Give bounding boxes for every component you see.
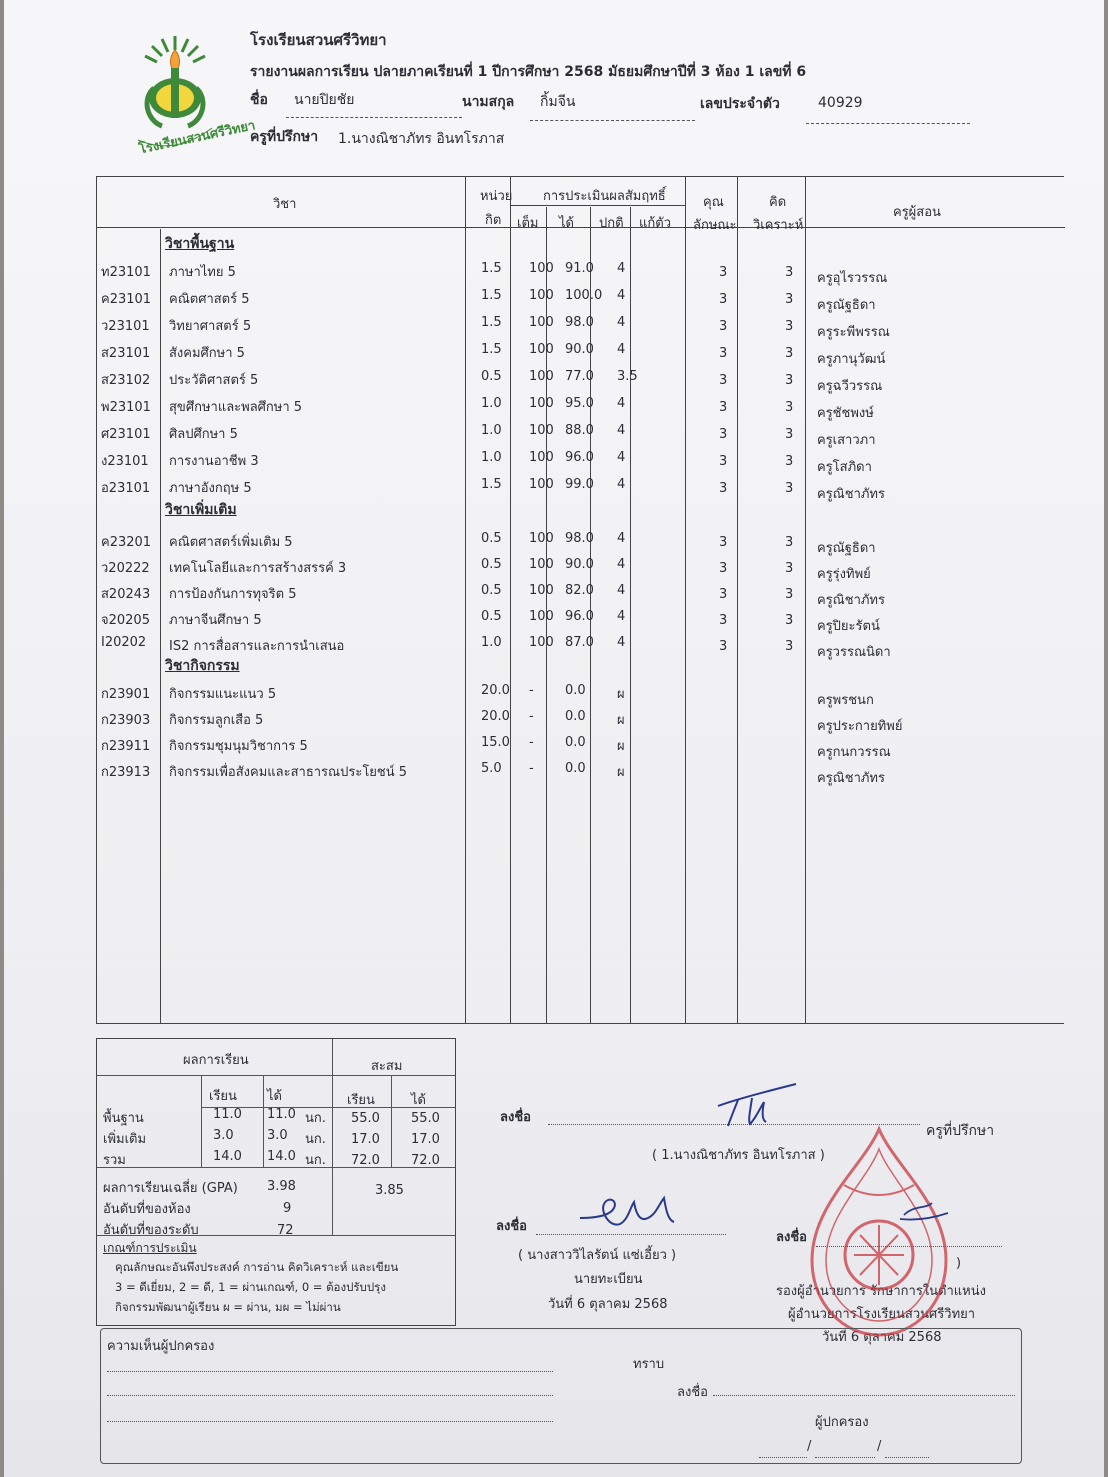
grade-normal: 4: [617, 288, 626, 303]
summary-study: 3.0: [213, 1128, 234, 1143]
criteria-line-1: คุณลักษณะอันพึงประสงค์ การอ่าน คิดวิเคราะห์ และเขียน: [115, 1260, 399, 1274]
subject-credit: 20.0: [481, 683, 510, 698]
registrar-sign-name: ( นางสาววิไลรัตน์ แซ่เอี้ยว ): [518, 1248, 677, 1263]
subject-name: คณิตศาสตร์เพิ่มเติม 5: [169, 535, 293, 550]
subject-credit: 1.0: [481, 635, 502, 650]
deputy-sign-label: ลงชื่อ: [776, 1230, 807, 1245]
header-credit: หน่วย: [480, 189, 513, 204]
subject-teacher: ครูวรรณนิดา: [817, 645, 891, 660]
deputy-date: วันที่ 6 ตุลาคม 2568: [822, 1330, 942, 1345]
score-got: 77.0: [565, 369, 594, 384]
svg-text:โรงเรียนสวนศรีวิทยา: โรงเรียนสวนศรีวิทยา: [137, 118, 257, 158]
header-retake: แก้ตัว: [639, 216, 671, 231]
grade-normal: 4: [617, 423, 626, 438]
grade-normal: ผ: [617, 713, 625, 728]
school-logo: [132, 28, 257, 158]
summary-study: 11.0: [213, 1107, 242, 1122]
thinking-score: 3: [785, 535, 794, 550]
summary-got: 14.0: [267, 1149, 296, 1164]
subject-name: เทคโนโลยีและการสร้างสรรค์ 3: [169, 561, 347, 576]
table-row: [97, 553, 1065, 582]
summary-accum-study: 55.0: [351, 1111, 380, 1126]
score-full: 100: [529, 635, 554, 650]
score-got: 0.0: [565, 735, 586, 750]
table-row: [97, 284, 1065, 311]
table-row: [97, 473, 1065, 500]
score-got: 0.0: [565, 709, 586, 724]
table-row: [97, 338, 1065, 365]
subject-code: ค23201: [101, 535, 152, 550]
thinking-score: 3: [785, 427, 794, 442]
registrar-sign-label: ลงชื่อ: [496, 1219, 527, 1234]
header-thinking-2: วิเคราะห์: [753, 218, 804, 233]
criteria-line-2: 3 = ดีเยี่ยม, 2 = ดี, 1 = ผ่านเกณฑ์, 0 = ต้องปรับปรุง: [115, 1280, 386, 1294]
thinking-score: 3: [785, 292, 794, 307]
advisor-sign-label: ลงชื่อ: [500, 1110, 531, 1125]
score-full: 100: [529, 288, 554, 303]
deputy-role-2: ผู้อำนวยการโรงเรียนสวนศรีวิทยา: [788, 1307, 976, 1322]
header-full: เต็ม: [517, 216, 539, 231]
subject-teacher: ครูอุไรวรรณ: [817, 271, 888, 286]
header-character: คุณ: [703, 195, 724, 210]
subject-code: อ23101: [101, 481, 151, 496]
summary-unit: นก.: [305, 1111, 326, 1126]
score-got: 88.0: [565, 423, 594, 438]
thinking-score: 3: [785, 454, 794, 469]
subject-credit: 1.5: [481, 261, 502, 276]
character-score: 3: [719, 587, 728, 602]
subject-code: ก23903: [101, 713, 151, 728]
subject-teacher: ครูรุ่งทิพย์: [817, 567, 871, 582]
score-got: 90.0: [565, 557, 594, 572]
summary-unit: นก.: [305, 1153, 326, 1168]
character-score: 3: [719, 292, 728, 307]
header-normal: ปกติ: [599, 216, 624, 231]
grade-normal: 3.5: [617, 369, 638, 384]
score-got: 82.0: [565, 583, 594, 598]
score-got: 91.0: [565, 261, 594, 276]
report-card-page: [4, 0, 1104, 1477]
thinking-score: 3: [785, 613, 794, 628]
score-full: 100: [529, 450, 554, 465]
score-full: 100: [529, 609, 554, 624]
grades-table: [96, 176, 1064, 1024]
summary-row-label: พื้นฐาน: [103, 1111, 144, 1126]
grade-normal: 4: [617, 635, 626, 650]
subject-teacher: ครูณิชาภัทร: [817, 487, 885, 502]
thinking-score: 3: [785, 265, 794, 280]
subject-teacher: ครูประกายทิพย์: [817, 719, 903, 734]
gpa-accum-value: 3.85: [375, 1183, 404, 1198]
deputy-sign-name: ): [956, 1256, 962, 1271]
score-full: 100: [529, 583, 554, 598]
subject-code: ส23101: [101, 346, 151, 361]
summary-got: 11.0: [267, 1107, 296, 1122]
summary-got-header: ได้: [267, 1089, 282, 1104]
subject-credit: 0.5: [481, 531, 502, 546]
score-full: 100: [529, 557, 554, 572]
thinking-score: 3: [785, 346, 794, 361]
table-row: [97, 679, 1065, 708]
subject-credit: 1.5: [481, 288, 502, 303]
table-row: [97, 392, 1065, 419]
subject-code: ง23101: [101, 454, 149, 469]
grade-normal: 4: [617, 531, 626, 546]
subject-code: พ23101: [101, 400, 151, 415]
section-activity: วิชากิจกรรม: [165, 658, 240, 674]
summary-study: 14.0: [213, 1149, 242, 1164]
subject-name: IS2 การสื่อสารและการนำเสนอ: [169, 639, 345, 654]
summary-row-label: รวม: [103, 1153, 126, 1168]
subject-credit: 1.0: [481, 396, 502, 411]
subject-code: ค23101: [101, 292, 152, 307]
header-credit-2: กิต: [485, 213, 502, 228]
registrar-role: นายทะเบียน: [574, 1272, 643, 1287]
summary-study-header: เรียน: [209, 1089, 237, 1104]
subject-credit: 1.5: [481, 477, 502, 492]
table-row: [97, 527, 1065, 556]
parent-sign-label: ลงชื่อ: [677, 1385, 708, 1400]
grade-normal: 4: [617, 396, 626, 411]
gpa-value: 3.98: [267, 1179, 296, 1194]
summary-accum-header: สะสม: [371, 1059, 403, 1074]
subject-code: ส23102: [101, 373, 151, 388]
student-first-name: นายปิยชัย: [294, 92, 355, 108]
report-title: รายงานผลการเรียน ปลายภาคเรียนที่ 1 ปีการศึกษา 2568 มัธยมศึกษาปีที่ 3 ห้อง 1 เลขที่ 6: [250, 64, 807, 80]
grade-normal: ผ: [617, 687, 625, 702]
thinking-score: 3: [785, 481, 794, 496]
summary-row: [97, 1126, 455, 1147]
subject-credit: 1.0: [481, 423, 502, 438]
character-score: 3: [719, 265, 728, 280]
subject-credit: 20.0: [481, 709, 510, 724]
subject-credit: 0.5: [481, 369, 502, 384]
table-row: [97, 419, 1065, 446]
grade-normal: ผ: [617, 739, 625, 754]
score-got: 100.0: [565, 288, 603, 303]
score-got: 0.0: [565, 683, 586, 698]
summary-accum-study: 72.0: [351, 1153, 380, 1168]
subject-code: ศ23101: [101, 427, 151, 442]
official-stamp: [804, 1125, 954, 1340]
character-score: 3: [719, 319, 728, 334]
rank-room-label: อันดับที่ของห้อง: [103, 1202, 191, 1217]
grade-normal: 4: [617, 477, 626, 492]
summary-accum-got: 72.0: [411, 1153, 440, 1168]
parent-role: ผู้ปกครอง: [815, 1415, 869, 1430]
table-row: [97, 605, 1065, 634]
thinking-score: 3: [785, 319, 794, 334]
subject-teacher: ครูเสาวภา: [817, 433, 876, 448]
score-got: 87.0: [565, 635, 594, 650]
subject-teacher: ครูโสภิดา: [817, 460, 872, 475]
score-full: 100: [529, 342, 554, 357]
student-id: 40929: [818, 95, 863, 111]
subject-code: ก23911: [101, 739, 151, 754]
table-row: [97, 446, 1065, 473]
criteria-line-3: กิจกรรมพัฒนาผู้เรียน ผ = ผ่าน, มผ = ไม่ผ่าน: [115, 1300, 341, 1314]
subject-code: ท23101: [101, 265, 151, 280]
subject-credit: 0.5: [481, 609, 502, 624]
summary-accum-got: 55.0: [411, 1111, 440, 1126]
grade-normal: 4: [617, 609, 626, 624]
header-got: ได้: [559, 216, 574, 231]
parent-comment-box: [100, 1328, 1022, 1464]
summary-got: 3.0: [267, 1128, 288, 1143]
grade-normal: 4: [617, 261, 626, 276]
character-score: 3: [719, 535, 728, 550]
subject-teacher: ครูณิชาภัทร: [817, 771, 885, 786]
rank-room-value: 9: [283, 1201, 292, 1216]
summary-row: [97, 1147, 455, 1168]
table-row: [97, 311, 1065, 338]
subject-credit: 1.5: [481, 315, 502, 330]
thinking-score: 3: [785, 400, 794, 415]
score-full: -: [529, 683, 534, 698]
subject-code: ว23101: [101, 319, 150, 334]
subject-name: วิทยาศาสตร์ 5: [169, 319, 252, 334]
advisor-role: ครูที่ปรึกษา: [926, 1123, 995, 1139]
subject-teacher: ครูณัฐธิดา: [817, 298, 876, 313]
subject-code: ส20243: [101, 587, 151, 602]
deputy-role-1: รองผู้อำนวยการ รักษาการในตำแหน่ง: [776, 1284, 986, 1299]
score-full: -: [529, 709, 534, 724]
subject-teacher: ครูระพีพรรณ: [817, 325, 890, 340]
subject-name: สุขศึกษาและพลศึกษา 5: [169, 400, 303, 415]
subject-name: ประวัติศาสตร์ 5: [169, 373, 259, 388]
subject-teacher: ครูณัฐธิดา: [817, 541, 876, 556]
character-score: 3: [719, 400, 728, 415]
subject-code: ก23901: [101, 687, 151, 702]
registrar-date: วันที่ 6 ตุลาคม 2568: [548, 1297, 668, 1312]
subject-name: ภาษาอังกฤษ 5: [169, 481, 252, 496]
score-got: 95.0: [565, 396, 594, 411]
summary-accum-study: 17.0: [351, 1132, 380, 1147]
header-character-2: ลักษณะ: [693, 218, 737, 233]
grade-normal: 4: [617, 342, 626, 357]
thinking-score: 3: [785, 639, 794, 654]
subject-teacher: ครูชัชพงษ์: [817, 406, 874, 421]
score-got: 96.0: [565, 609, 594, 624]
subject-code: I20202: [101, 635, 147, 650]
grade-normal: 4: [617, 583, 626, 598]
header-subject: วิชา: [273, 197, 297, 212]
criteria-title: เกณฑ์การประเมิน: [103, 1241, 197, 1255]
subject-name: ภาษาไทย 5: [169, 265, 236, 280]
subject-teacher: ครูฉวีวรรณ: [817, 379, 883, 394]
parent-date-slash-1: /: [807, 1439, 812, 1454]
subject-credit: 15.0: [481, 735, 510, 750]
score-full: 100: [529, 261, 554, 276]
school-name: โรงเรียนสวนศรีวิทยา: [250, 31, 387, 49]
table-row: [97, 257, 1065, 284]
table-row: [97, 757, 1065, 786]
score-got: 90.0: [565, 342, 594, 357]
gpa-label: ผลการเรียนเฉลี่ย (GPA): [103, 1181, 238, 1196]
subject-name: ภาษาจีนศึกษา 5: [169, 613, 262, 628]
character-score: 3: [719, 561, 728, 576]
character-score: 3: [719, 481, 728, 496]
summary-result-header: ผลการเรียน: [183, 1053, 249, 1068]
grade-normal: ผ: [617, 765, 625, 780]
character-score: 3: [719, 346, 728, 361]
subject-name: คณิตศาสตร์ 5: [169, 292, 250, 307]
subject-teacher: ครูพรชนก: [817, 693, 874, 708]
parent-acknowledged: ทราบ: [633, 1357, 665, 1372]
parent-comment-title: ความเห็นผู้ปกครอง: [107, 1339, 215, 1354]
advisor-signature: [704, 1078, 814, 1134]
score-got: 96.0: [565, 450, 594, 465]
subject-name: สังคมศึกษา 5: [169, 346, 245, 361]
subject-name: การงานอาชีพ 3: [169, 454, 259, 469]
header-assessment: การประเมินผลสัมฤทธิ์: [543, 189, 666, 204]
score-full: 100: [529, 423, 554, 438]
grade-normal: 4: [617, 557, 626, 572]
table-row: [97, 705, 1065, 734]
score-got: 98.0: [565, 531, 594, 546]
registrar-signature: [574, 1178, 684, 1238]
table-row: [97, 731, 1065, 760]
subject-credit: 5.0: [481, 761, 502, 776]
summary-accum-got: 17.0: [411, 1132, 440, 1147]
character-score: 3: [719, 639, 728, 654]
table-row: [97, 365, 1065, 392]
summary-box: [96, 1038, 456, 1326]
grade-normal: 4: [617, 450, 626, 465]
subject-credit: 1.5: [481, 342, 502, 357]
subject-name: ศิลปศึกษา 5: [169, 427, 238, 442]
score-full: 100: [529, 396, 554, 411]
table-row: [97, 631, 1065, 660]
score-full: 100: [529, 315, 554, 330]
subject-credit: 0.5: [481, 557, 502, 572]
name-label: ชื่อ: [250, 92, 268, 108]
header-teacher: ครูผู้สอน: [893, 205, 941, 220]
subject-credit: 1.0: [481, 450, 502, 465]
student-id-label: เลขประจำตัว: [700, 96, 780, 112]
character-score: 3: [719, 613, 728, 628]
character-score: 3: [719, 454, 728, 469]
score-full: -: [529, 761, 534, 776]
subject-name: กิจกรรมแนะแนว 5: [169, 687, 277, 702]
score-full: -: [529, 735, 534, 750]
parent-date-slash-2: /: [877, 1439, 882, 1454]
header-thinking: คิด: [769, 195, 787, 210]
section-extra: วิชาเพิ่มเติม: [165, 502, 237, 518]
score-got: 0.0: [565, 761, 586, 776]
section-basic: วิชาพื้นฐาน: [165, 236, 235, 252]
table-row: [97, 579, 1065, 608]
summary-unit: นก.: [305, 1132, 326, 1147]
subject-credit: 0.5: [481, 583, 502, 598]
summary-row-label: เพิ่มเติม: [103, 1132, 147, 1147]
summary-row: [97, 1105, 455, 1126]
advisor-name: 1.นางณิชาภัทร อินทโรภาส: [338, 131, 505, 147]
score-full: 100: [529, 531, 554, 546]
advisor-sign-name: ( 1.นางณิชาภัทร อินทโรภาส ): [652, 1148, 825, 1163]
subject-code: จ20205: [101, 613, 150, 628]
subject-code: ก23913: [101, 765, 151, 780]
subject-code: ว20222: [101, 561, 150, 576]
character-score: 3: [719, 427, 728, 442]
advisor-label: ครูที่ปรึกษา: [250, 129, 319, 145]
rank-level-label: อันดับที่ของระดับ: [103, 1223, 199, 1238]
subject-teacher: ครูปิยะรัตน์: [817, 619, 880, 634]
subject-name: กิจกรรมเพื่อสังคมและสาธารณประโยชน์ 5: [169, 765, 408, 780]
subject-name: กิจกรรมลูกเสือ 5: [169, 713, 264, 728]
thinking-score: 3: [785, 373, 794, 388]
subject-name: การป้องกันการทุจริต 5: [169, 587, 297, 602]
score-got: 98.0: [565, 315, 594, 330]
rank-level-value: 72: [277, 1223, 294, 1238]
score-full: 100: [529, 369, 554, 384]
student-surname: กิ้มจีน: [540, 94, 576, 110]
score-full: 100: [529, 477, 554, 492]
thinking-score: 3: [785, 561, 794, 576]
character-score: 3: [719, 373, 728, 388]
summary-accum-study-header: เรียน: [347, 1093, 375, 1108]
subject-teacher: ครูณิชาภัทร: [817, 593, 885, 608]
subject-teacher: ครูภานุวัฒน์: [817, 352, 886, 367]
grade-normal: 4: [617, 315, 626, 330]
thinking-score: 3: [785, 587, 794, 602]
summary-accum-got-header: ได้: [411, 1093, 426, 1108]
subject-teacher: ครูกนกวรรณ: [817, 745, 891, 760]
surname-label: นามสกุล: [462, 94, 515, 110]
score-got: 99.0: [565, 477, 594, 492]
subject-name: กิจกรรมชุมนุมวิชาการ 5: [169, 739, 308, 754]
